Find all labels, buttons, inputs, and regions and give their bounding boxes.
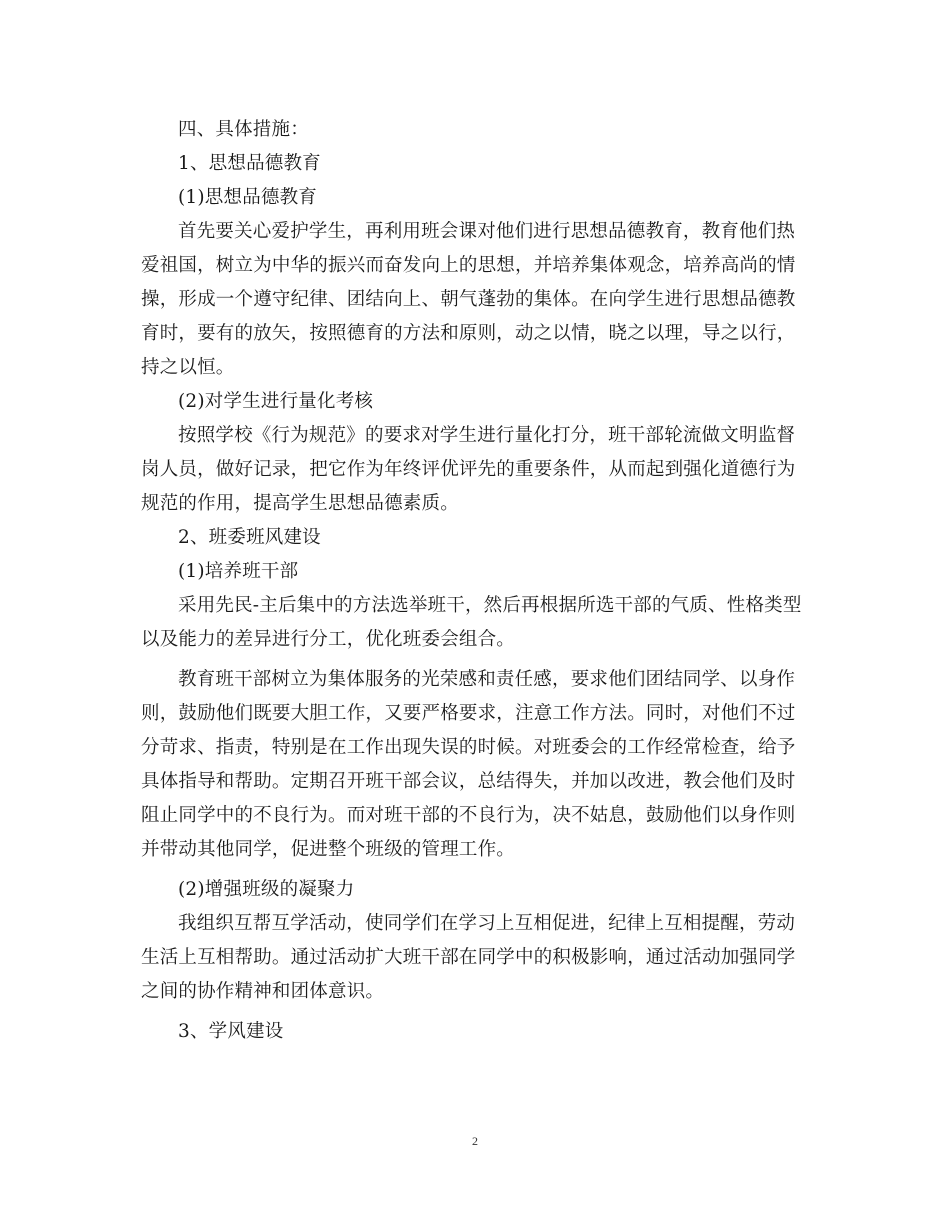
paragraph-line: 分苛求、指责，特别是在工作出现失误的时候。对班委会的工作经常检查，给予 — [141, 737, 796, 758]
paragraph-line: 以及能力的差异进行分工，优化班委会组合。 — [141, 629, 516, 650]
paragraph-line: 爱祖国，树立为中华的振兴而奋发向上的思想，并培养集体观念，培养高尚的情 — [141, 255, 796, 276]
paragraph-line: 并带动其他同学，促进整个班级的管理工作。 — [141, 839, 516, 860]
paragraph-line: 按照学校《行为规范》的要求对学生进行量化打分，班干部轮流做文明监督 — [178, 425, 796, 446]
section-heading: 四、具体措施： — [178, 119, 309, 140]
paragraph-line: 持之以恒。 — [141, 357, 235, 378]
paragraph-line: 则，鼓励他们既要大胆工作，又要严格要求，注意工作方法。同时，对他们不过 — [141, 703, 796, 724]
item-heading: (2)对学生进行量化考核 — [178, 391, 374, 412]
paragraph-line: 我组织互帮互学活动，使同学们在学习上互相促进，纪律上互相提醒，劳动 — [178, 913, 796, 934]
item-heading: (2)增强班级的凝聚力 — [178, 879, 355, 900]
item-heading: (1)培养班干部 — [178, 561, 299, 582]
paragraph-line: 教育班干部树立为集体服务的光荣感和责任感，要求他们团结同学、以身作 — [178, 669, 796, 690]
paragraph-line: 具体指导和帮助。定期召开班干部会议，总结得失，并加以改进，教会他们及时 — [141, 771, 796, 792]
paragraph-line: 育时，要有的放矢，按照德育的方法和原则，动之以情，晓之以理，导之以行， — [141, 323, 796, 344]
paragraph-line: 首先要关心爱护学生，再利用班会课对他们进行思想品德教育，教育他们热 — [178, 221, 796, 242]
paragraph-line: 规范的作用，提高学生思想品德素质。 — [141, 493, 459, 514]
paragraph-line: 采用先民-主后集中的方法选举班干，然后再根据所选干部的气质、性格类型 — [178, 595, 802, 616]
paragraph-line: 岗人员，做好记录，把它作为年终评优评先的重要条件，从而起到强化道德行为 — [141, 459, 796, 480]
page-number: 2 — [472, 1134, 478, 1148]
paragraph-line: 之间的协作精神和团体意识。 — [141, 981, 385, 1002]
paragraph-line: 操，形成一个遵守纪律、团结向上、朝气蓬勃的集体。在向学生进行思想品德教 — [141, 289, 796, 310]
document-body — [141, 113, 811, 1049]
item-heading: (1)思想品德教育 — [178, 187, 318, 208]
paragraph-line: 阻止同学中的不良行为。而对班干部的不良行为，决不姑息，鼓励他们以身作则 — [141, 805, 796, 826]
paragraph-line: 生活上互相帮助。通过活动扩大班干部在同学中的积极影响，通过活动加强同学 — [141, 947, 796, 968]
subsection-heading: 3、学风建设 — [178, 1021, 284, 1042]
subsection-heading: 1、思想品德教育 — [178, 153, 321, 174]
subsection-heading: 2、班委班风建设 — [178, 527, 321, 548]
